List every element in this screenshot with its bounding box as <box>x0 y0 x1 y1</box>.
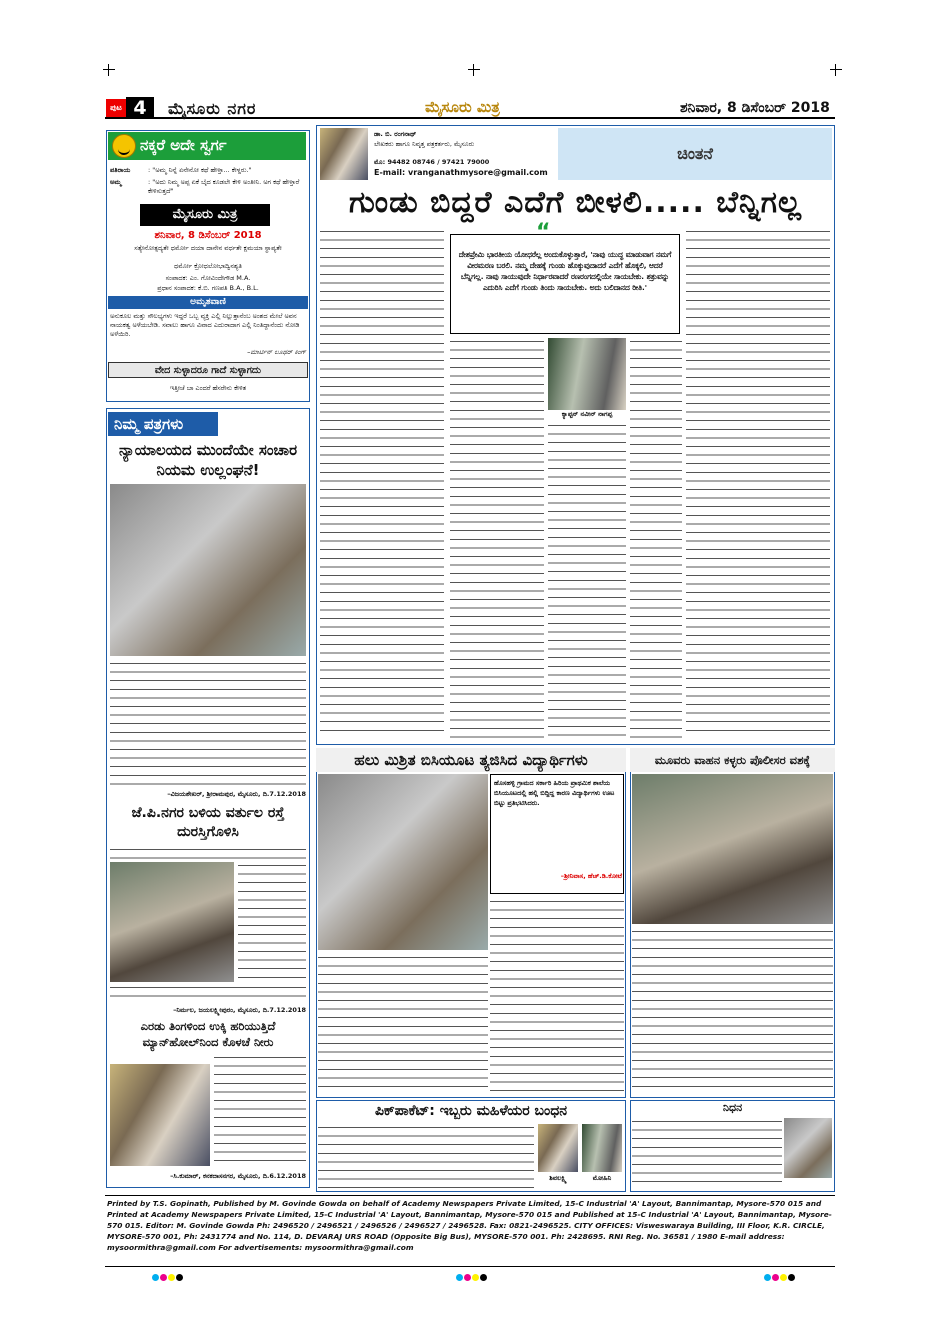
amruthavani-title: ಅಮೃತವಾಣಿ <box>108 296 308 309</box>
color-dot <box>176 1274 183 1281</box>
letters-banner: ನಿಮ್ಮ ಪತ್ರಗಳು <box>108 412 218 436</box>
masthead-editor: ಸಂಪಾದಕ: ಎಂ. ಗೋವಿಂದೇಗೌಡ M.A. <box>165 274 251 282</box>
students-photo <box>318 774 488 950</box>
article-headline: ಗುಂಡು ಬಿದ್ದರೆ ಎದೆಗೆ ಬೀಳಲಿ..... ಬೆನ್ನಿಗಲ್ಲ <box>349 185 802 220</box>
letter-1-byline: –ವಿಜಯಶೇಖರ್, ಶ್ರೀರಾಮಪುರ, ಮೈಸೂರು, ದಿ.7.12.2018 <box>167 790 306 798</box>
letter-1-photo <box>110 484 306 656</box>
author-email: E-mail: vranganathmysore@gmail.com <box>374 168 548 177</box>
news-1-inset: ಹೊಸಹಳ್ಳಿ ಗ್ರಾಮದ ಸರ್ಕಾರಿ ಹಿರಿಯ ಪ್ರಾಥಮಿಕ ಶಾಲೆಯ ಬಿಸಿಯೂಟದಲ್ಲಿ ಹಲ್ಲಿ ಬಿದ್ದಿದ್ದ ಕಾರಣ ವಿದ್ಯಾರ್ಥಿಗಳು ಊಟ ಬಿಟ್ಟು ಪ್ರತಿಭಟಿಸಿದರು. <box>490 774 624 894</box>
letter-1-headline: ನ್ಯಾಯಾಲಯದ ಮುಂದೆಯೇ ಸಂಚಾರ ನಿಯಮ ಉಲ್ಲಂಘನೆ! <box>118 441 298 479</box>
page-number: 4 <box>126 97 154 119</box>
captain-photo <box>548 338 626 410</box>
color-dot <box>480 1274 487 1281</box>
obituary-title: ನಿಧನ <box>722 1101 743 1114</box>
color-dot <box>464 1274 471 1281</box>
registration-mark <box>830 64 842 76</box>
proverb-sub: ಇತ್ತೀಚೆ ಬಾ ಎಂದರೆ ಹೆಸರೇನು ಕೇಳಿತ <box>169 384 247 392</box>
news-3-body <box>318 1124 534 1188</box>
humour-title: ನಕ್ಕರೆ ಅದೇ ಸ್ವರ್ಗ <box>108 132 306 160</box>
news-1-body-right <box>490 898 624 1094</box>
issue-date: ಶನಿವಾರ, 8 ಡಿಸೆಂಬರ್ 2018 <box>680 100 830 116</box>
letter-2-photo <box>110 862 234 982</box>
color-dot <box>152 1274 159 1281</box>
suspect-1-caption: ಶಿವಲಕ್ಷ್ಮಿ <box>549 1174 567 1182</box>
letter-3-body <box>214 1054 306 1166</box>
letter-3-headline: ಎರಡು ತಿಂಗಳಿಂದ ಉಕ್ಕಿ ಹರಿಯುತ್ತಿದೆ ಮ್ಯಾನ್‌ಹೋಲ್‌ನಿಂದ ಕೊಳಚೆ ನೀರು <box>140 1019 276 1049</box>
registration-mark <box>468 64 480 76</box>
article-col-2 <box>450 338 544 738</box>
laughing-face-icon <box>112 134 136 158</box>
letter-2-body-top <box>110 846 306 860</box>
masthead-logo: ಮೈಸೂರು ಮಿತ್ರ <box>140 204 270 226</box>
letter-2-headline: ಜೆ.ಪಿ.ನಗರ ಬಳಿಯ ವರ್ತುಲ ರಸ್ತೆ ದುರಸ್ತಿಗೊಳಿಸಿ <box>131 805 285 840</box>
news-1-headline: ಹಲು ಮಿಶ್ರಿತ ಬಿಸಿಯೂಟ ತ್ಯಜಿಸಿದ ವಿದ್ಯಾರ್ಥಿಗಳು <box>316 748 626 772</box>
color-dot <box>160 1274 167 1281</box>
pull-quote: ದೇಶಪ್ರೇಮಿ ಭಾರತೀಯ ಯೋಧರೆಲ್ಲ ಅಂದುಕೊಳ್ಳುತ್ತಾರೆ, 'ನಾವು ಯುದ್ಧ ಮಾಡುವಾಗ ನಮಗೆ ವೀರಮರಣ ಬರಲಿ. ನಮ್ಮ ದೇಹಕ್ಕೆ ಗುಂಡು ಹೊಕ್ಕುವುದಾದರೆ ಎದೆಗೆ ಹೊಕ್ಕಲಿ, ಆದರೆ ಬೆನ್ನಿಗಲ್ಲ. ನಾವು ಸಾಯುವುದೇ ನಿರ್ಧಾರವಾದರೆ ರಣರಂಗದಲ್ಲಿಯೇ ಸಾಯಬೇಕು. ಶತ್ರುವನ್ನು ಎದುರಿಸಿ ಎದೆಗೆ ಗುಂಡು ತಿಂದು ಸಾಯಬೇಕು. ಅದು ಬಲಿದಾನದ ರೀತಿ.' <box>450 234 680 334</box>
news-3-headline: ಪಿಕ್‌ಪಾಕೆಟ್: ಇಬ್ಬರು ಮಹಿಳೆಯರ ಬಂಧನ <box>374 1103 568 1119</box>
amruthavani-text: ಅನುಕೂಲ ಮತ್ತು ಸೌಲಭ್ಯಗಳು ಇದ್ದರೆ ಒಬ್ಬ ವ್ಯಕ್ತಿ ಎಲ್ಲಿ ನಿಲ್ಲುತ್ತಾನೆಂಬ ಅಂಶದ ಮೇಲೆ ಅವನ ನಾಯಕತ್ವ ಅಳೆಯಬೇಡಿ. ಸವಾಲು ಹಾಗೂ ವಿವಾದ ಎದುರಾದಾಗ ಎಲ್ಲಿ ನಿಂತಿದ್ದಾನೆಂದು ನೋಡಿ ಅಳೆಯಿರಿ. <box>110 312 300 338</box>
letter-3-photo <box>110 1064 210 1166</box>
news-1-body-left <box>318 954 488 1094</box>
masthead-title: ಮೈಸೂರು ಮಿತ್ರ <box>425 98 500 116</box>
article-col-1 <box>320 228 444 738</box>
obituary-photo <box>784 1118 832 1178</box>
obituary-body <box>632 1118 782 1188</box>
news-2-headline: ಮೂವರು ವಾಹನ ಕಳ್ಳರು ಪೊಲೀಸರ ವಶಕ್ಕೆ <box>630 748 835 772</box>
captain-caption: ಕ್ಯಾಪ್ಟನ್ ನವೀನ್ ನಾಗಪ್ಪ <box>561 410 613 418</box>
suspect-2-photo <box>582 1124 622 1172</box>
section-title: ಮೈಸೂರು ನಗರ <box>168 99 257 118</box>
page-label: ಪುಟ <box>106 99 126 117</box>
quote-mark-icon: “ <box>536 220 551 245</box>
registration-mark <box>103 64 115 76</box>
letter-2-byline: –ನಿರ್ಮಲ, ಜಯಲಕ್ಷ್ಮೀಪುರಂ, ಮೈಸೂರು, ದಿ.7.12.2018 <box>173 1006 306 1014</box>
amruthavani-author: –ಮಾರ್ಟಿನ್ ಲೂಥರ್ ಕಿಂಗ್ <box>247 348 306 356</box>
masthead-chief-editor: ಪ್ರಧಾನ ಸಂಪಾದಕ: ಕೆ.ಬಿ. ಗಣಪತಿ B.A., B.L. <box>157 284 259 292</box>
author-photo <box>320 128 368 180</box>
suspect-2-caption: ಮೋಹಿನಿ <box>592 1174 612 1182</box>
color-dot <box>780 1274 787 1281</box>
letter-2-body <box>238 862 306 982</box>
news-1-inset-byline: –ಶ್ರೀನಿವಾಸ, ಹೆಚ್.ಡಿ.ಕೋಟೆ <box>560 872 622 880</box>
color-dot <box>764 1274 771 1281</box>
article-col-3b <box>630 338 682 738</box>
color-dot <box>772 1274 779 1281</box>
column-label: ಚಿಂತನೆ <box>558 128 832 180</box>
color-dot <box>788 1274 795 1281</box>
humour-speaker-2: ಅಮ್ಮ <box>110 178 122 186</box>
author-phone: ಮೊ: 94482 08746 / 97421 79000 <box>374 158 490 166</box>
author-name: ಡಾ. ಬಿ. ರಂಗನಾಥ್ <box>374 130 417 138</box>
color-dot <box>168 1274 175 1281</box>
masthead-motto-1: ಸತ್ಯೇನೋತ್ಪದ್ಯತೇ ಧರ್ಮೋ ದಯಾ ದಾನೇನ ವರ್ಧತೇ ಕ್ಷಮಯಾ ಸ್ಥಾಪ್ಯತೇ <box>134 244 282 252</box>
article-col-4 <box>686 228 830 738</box>
letter-2-body-bottom <box>110 984 306 1004</box>
masthead-date: ಶನಿವಾರ, 8 ಡಿಸೆಂಬರ್ 2018 <box>154 230 262 241</box>
masthead-motto-2: ಧರ್ಮೋ ಕ್ರೋಧಲೋಭಾದ್ವಿನಶ್ಯತಿ <box>174 262 242 270</box>
color-dot <box>472 1274 479 1281</box>
letter-3-byline: –ಸಿ.ಕುಮಾರ್, ಕನಕದಾಸನಗರ, ಮೈಸೂರು, ದಿ.6.12.2018 <box>170 1172 306 1180</box>
police-photo <box>632 774 833 924</box>
letter-1-body <box>110 660 306 788</box>
proverb: ವೇದ ಸುಳ್ಳಾದರೂ ಗಾದೆ ಸುಳ್ಳಾಗದು <box>108 362 308 378</box>
imprint-line: Printed by T.S. Gopinath, Published by M. Govinde Gowda on behalf of Academy Newspapers Private Limited, 15-C Industrial 'A' Layout, Bannimantap, Mysore-570 015 and Printed at Academy Newspapers Private Limited, 15-C Industrial 'A' Layout, Bannimantap, Mysore-570 015 and Published at 15-C Industrial 'A' Layout, Bannimantap, Mysore-570 015. Editor: M. Govinde Gowda Ph: 2496520 / 2496521 / 2496526 / 2496527 / 2496528. Fax: 0821-2496525. CITY OFFICES: Visweswaraya Building, III Floor, K.R. CIRCLE, MYSORE-570 001, Ph: 2431774 and No. 114, D. DEVARAJ URS ROAD (Opposite Big Bus), MYSORE-570 001. Ph: 2428695. RNI Reg. No. 36581 / 1980 E-mail address: mysoormithra@gmail.com For advertisements: mysoormithra@gmail.com <box>105 1195 835 1267</box>
author-role: ಲೇಖಕರು ಹಾಗೂ ನಿವೃತ್ತ ಪತ್ರಕರ್ತರು, ಮೈಸೂರು <box>374 140 475 148</box>
news-2-body <box>632 928 833 1094</box>
color-dot <box>456 1274 463 1281</box>
humour-line-1: : "ಅಮ್ಮ ನಿನ್ನೆ ಏನೇನೋ ಕಥೆ ಹೇಳ್ತಾ... ಕೇಳ್ದರು." <box>148 166 252 174</box>
humour-speaker-1: ಪತಿರಾಯ <box>110 166 131 174</box>
article-col-3a <box>548 422 626 738</box>
humour-line-2: : "ಅದು ನಿಮ್ಮ ಅಪ್ಪ ಏಕೆ ಬೈದ ಕೂಡಲೇ ಕೇಳಿ ಅಂತೀನಿ. ಅಗ ಕಥೆ ಹೇಳ್ತಾರೆ ಕೇಳಿಸುತ್ತದೆ" <box>148 178 300 195</box>
suspect-1-photo <box>538 1124 578 1172</box>
